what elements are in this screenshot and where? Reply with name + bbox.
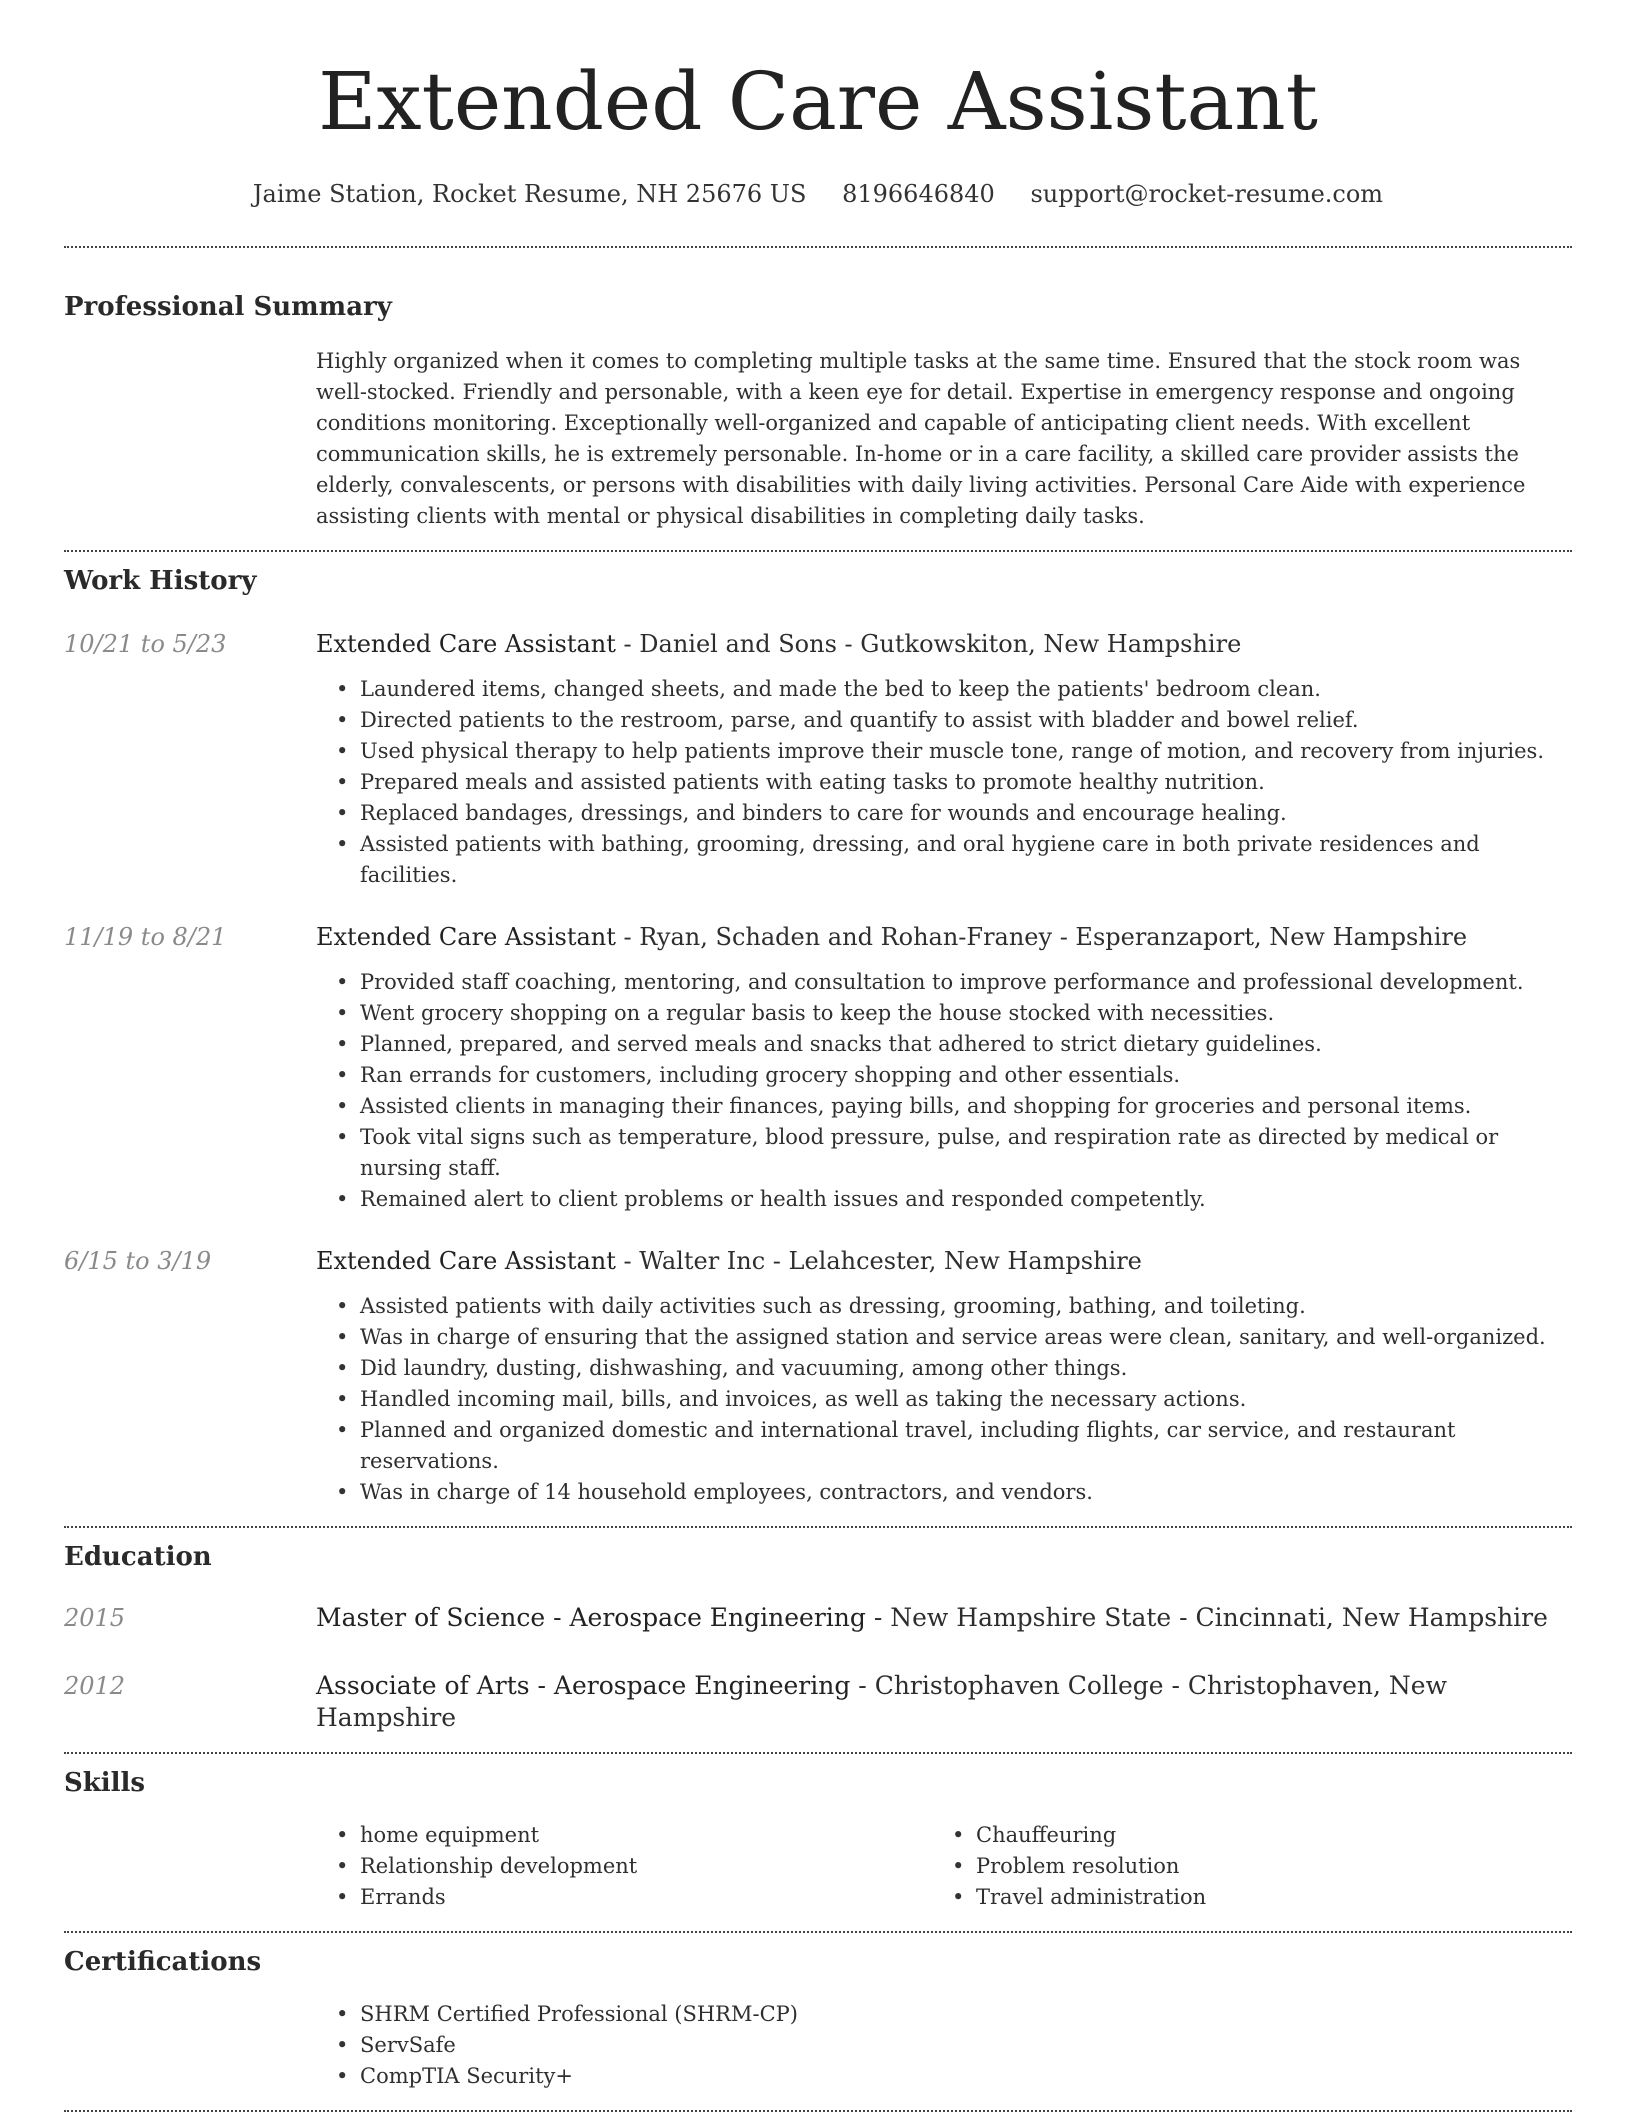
education-year: 2012	[64, 1672, 126, 1700]
contact-phone: 8196646840	[842, 180, 995, 208]
contact-email: support@rocket-resume.com	[1030, 180, 1384, 208]
section-title-summary: Professional Summary	[64, 292, 392, 322]
list-item: • Replaced bandages, dressings, and binders to care for wounds and encourage healing.	[316, 798, 1572, 829]
section-divider	[64, 1752, 1572, 1754]
list-item: • Assisted clients in managing their finances, paying bills, and shopping for groceries and personal items.	[316, 1091, 1572, 1122]
list-item: • Ran errands for customers, including grocery shopping and other essentials.	[316, 1060, 1572, 1091]
list-item: • Handled incoming mail, bills, and invoices, as well as taking the necessary actions.	[316, 1384, 1572, 1415]
list-item: • SHRM Certified Professional (SHRM-CP)	[316, 1999, 1572, 2030]
work-history-list	[64, 628, 1572, 1508]
job-role: Extended Care Assistant	[316, 1247, 616, 1275]
job-dates: 6/15 to 3/19	[64, 1247, 212, 1275]
job-body	[316, 1245, 1572, 1508]
summary-text: Highly organized when it comes to completing multiple tasks at the same time. Ensured that the stock room was well-stocked. Friendly and personable, with a keen eye for detail. Expertise in emergency response and ongoing conditions monitoring. Exceptionally well-organized and capable of anticipating client needs. With excellent communication skills, he is extremely personable. In-home or in a care facility, a skilled care provider assists the elderly, convalescents, or persons with disabilities with daily living activities. Personal Care Aide with experience assisting clients with mental or physical disabilities in completing daily tasks.	[316, 349, 1526, 528]
education-school-location: - Christophaven College - Christophaven, New Hampshire	[316, 1671, 1447, 1732]
list-item: • Was in charge of 14 household employees, contractors, and vendors.	[316, 1477, 1572, 1508]
section-title-certifications: Certifications	[64, 1947, 262, 1977]
job-heading	[316, 921, 1572, 953]
certifications-list	[316, 1999, 1572, 2092]
list-item: • Assisted patients with daily activities such as dressing, grooming, bathing, and toileting.	[316, 1291, 1572, 1322]
list-item: • Travel administration	[932, 1882, 1548, 1913]
list-item: • Went grocery shopping on a regular basis to keep the house stocked with necessities.	[316, 998, 1572, 1029]
job-bullets	[316, 674, 1572, 891]
list-item: • Relationship development	[316, 1851, 932, 1882]
section-divider	[64, 1526, 1572, 1528]
job-heading	[316, 1245, 1572, 1277]
job-entry	[64, 921, 1572, 1215]
list-item: • Directed patients to the restroom, parse, and quantify to assist with bladder and bowel relief.	[316, 705, 1572, 736]
job-role: Extended Care Assistant	[316, 923, 616, 951]
certifications-bullets	[316, 1999, 1572, 2092]
list-item: • Used physical therapy to help patients improve their muscle tone, range of motion, and recovery from injuries.	[316, 736, 1572, 767]
list-item: • ServSafe	[316, 2030, 1572, 2061]
education-heading	[316, 1670, 1572, 1734]
list-item: • Was in charge of ensuring that the assigned station and service areas were clean, sanitary, and well-organized.	[316, 1322, 1572, 1353]
list-item: • Laundered items, changed sheets, and made the bed to keep the patients' bedroom clean.	[316, 674, 1572, 705]
resume-header	[64, 0, 1572, 210]
job-bullets	[316, 1291, 1572, 1508]
section-title-education: Education	[64, 1542, 212, 1572]
list-item: • Errands	[316, 1882, 932, 1913]
job-entry	[64, 628, 1572, 891]
job-dates: 11/19 to 8/21	[64, 923, 227, 951]
section-divider	[64, 1931, 1572, 1933]
job-body	[316, 921, 1572, 1215]
job-employer-location: - Daniel and Sons - Gutkowskiton, New Hampshire	[615, 630, 1242, 658]
contact-address: Jaime Station, Rocket Resume, NH 25676 US	[252, 180, 807, 208]
header-divider	[64, 246, 1572, 248]
list-item: • Provided staff coaching, mentoring, and consultation to improve performance and professional development.	[316, 967, 1572, 998]
education-heading	[316, 1602, 1572, 1634]
education-year: 2015	[64, 1604, 126, 1632]
job-dates: 10/21 to 5/23	[64, 630, 227, 658]
list-item: • Remained alert to client problems or health issues and responded competently.	[316, 1184, 1572, 1215]
job-employer-location: - Walter Inc - Lelahcester, New Hampshire	[615, 1247, 1142, 1275]
skills-column-right	[932, 1820, 1548, 1913]
section-divider	[64, 550, 1572, 552]
job-heading	[316, 628, 1572, 660]
education-entry	[64, 1670, 1572, 1734]
section-title-work-history: Work History	[64, 566, 257, 596]
candidate-name: Extended Care Assistant	[318, 55, 1318, 148]
list-item: • Problem resolution	[932, 1851, 1548, 1882]
skills-column-left	[316, 1820, 932, 1913]
list-item: • Chauffeuring	[932, 1820, 1548, 1851]
job-body	[316, 628, 1572, 891]
job-bullets	[316, 967, 1572, 1215]
skills-grid	[316, 1820, 1572, 1913]
contact-line	[64, 178, 1572, 210]
resume-page	[64, 0, 1572, 2112]
list-item: • Did laundry, dusting, dishwashing, and vacuuming, among other things.	[316, 1353, 1572, 1384]
section-title-skills: Skills	[64, 1768, 146, 1798]
education-degree: Master of Science - Aerospace Engineering	[316, 1603, 866, 1632]
list-item: • CompTIA Security+	[316, 2061, 1572, 2092]
job-employer-location: - Ryan, Schaden and Rohan-Franey - Esperanzaport, New Hampshire	[615, 923, 1468, 951]
education-list	[64, 1602, 1572, 1734]
education-degree: Associate of Arts - Aerospace Engineering	[316, 1671, 851, 1700]
list-item: • home equipment	[316, 1820, 932, 1851]
list-item: • Planned and organized domestic and international travel, including flights, car service, and restaurant reservations.	[316, 1415, 1572, 1477]
job-entry	[64, 1245, 1572, 1508]
list-item: • Planned, prepared, and served meals and snacks that adhered to strict dietary guidelines.	[316, 1029, 1572, 1060]
list-item: • Prepared meals and assisted patients with eating tasks to promote healthy nutrition.	[316, 767, 1572, 798]
education-school-location: - New Hampshire State - Cincinnati, New Hampshire	[865, 1603, 1548, 1632]
job-role: Extended Care Assistant	[316, 630, 616, 658]
list-item: • Assisted patients with bathing, grooming, dressing, and oral hygiene care in both private residences and facilities.	[316, 829, 1572, 891]
list-item: • Took vital signs such as temperature, blood pressure, pulse, and respiration rate as directed by medical or nursing staff.	[316, 1122, 1572, 1184]
education-entry	[64, 1602, 1572, 1634]
